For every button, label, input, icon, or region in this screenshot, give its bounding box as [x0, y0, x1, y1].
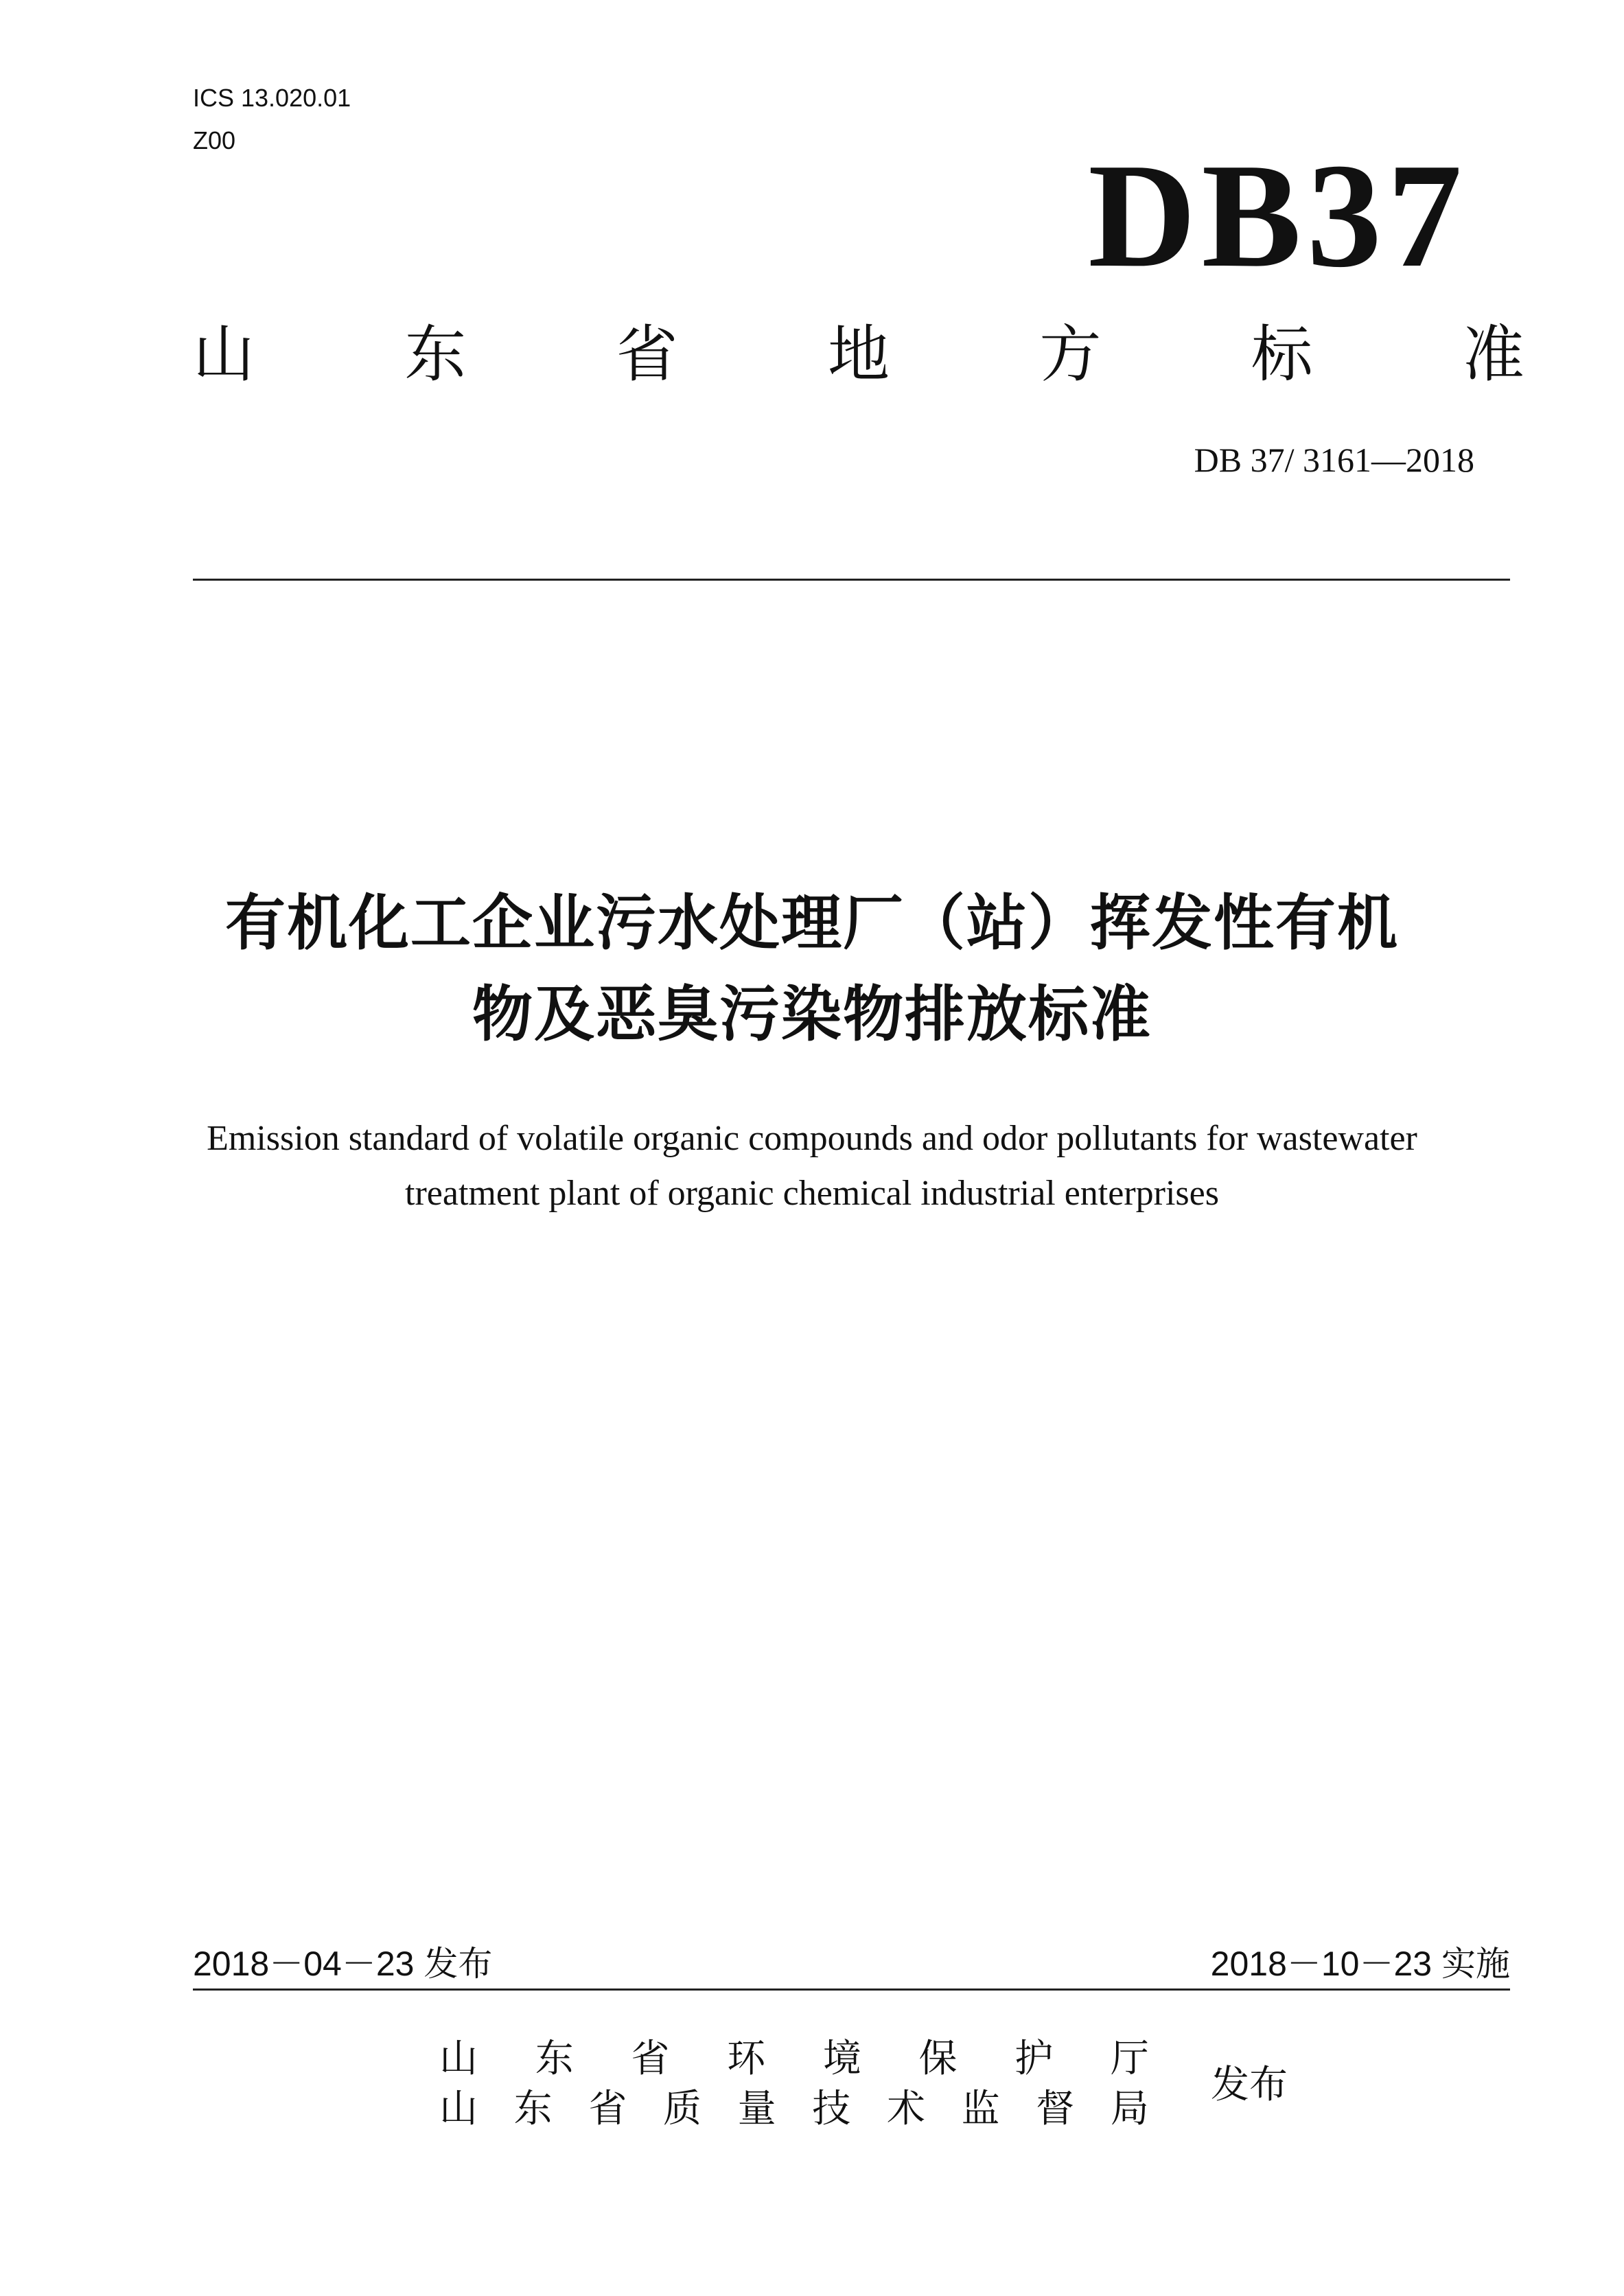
- issuing-agency-1: [439, 2035, 1149, 2083]
- agency-char: 质: [662, 2087, 701, 2131]
- standard-type-char: 省: [616, 318, 678, 391]
- publish-label: 发布: [1211, 2063, 1288, 2107]
- chinese-title-line-2: 物及恶臭污染物排放标准: [472, 979, 1152, 1050]
- ics-code: ICS 13.020.01: [193, 84, 351, 112]
- agency-char: 山: [439, 2087, 478, 2131]
- agency-char: 术: [886, 2087, 925, 2131]
- standard-type-char: 山: [193, 318, 255, 391]
- agency-char: 省: [631, 2037, 670, 2081]
- agency-char: 省: [588, 2087, 627, 2131]
- english-title-line-2: treatment plant of organic chemical industrial enterprises: [405, 1174, 1219, 1213]
- agency-char: 保: [918, 2037, 958, 2081]
- agency-char: 环: [727, 2037, 766, 2081]
- agency-char: 督: [1036, 2087, 1075, 2131]
- english-title-line-1: Emission standard of volatile organic compounds and odor pollutants for wastewater: [207, 1119, 1417, 1158]
- agency-char: 东: [535, 2037, 574, 2081]
- agency-char: 技: [812, 2087, 851, 2131]
- agency-char: 山: [439, 2037, 478, 2081]
- agency-char: 东: [513, 2087, 553, 2131]
- standard-type-char: 东: [404, 318, 467, 391]
- agency-char: 境: [822, 2037, 861, 2081]
- agency-char: 量: [737, 2087, 776, 2131]
- standard-type-char: 标: [1251, 318, 1313, 391]
- agency-char: 护: [1014, 2037, 1054, 2081]
- standard-type-title: [193, 310, 1524, 399]
- agency-char: 局: [1110, 2087, 1149, 2131]
- standard-type-char: 地: [827, 318, 890, 391]
- standard-type-char: 准: [1462, 318, 1524, 391]
- standard-number: DB 37/ 3161—2018: [1194, 441, 1474, 479]
- footer-divider: [193, 1988, 1510, 1991]
- standard-type-char: 方: [1039, 318, 1102, 391]
- agency-char: 监: [961, 2087, 1000, 2131]
- agency-char: 厅: [1110, 2037, 1149, 2081]
- header-divider: [193, 579, 1510, 581]
- chinese-title-line-1: 有机化工企业污水处理厂（站）挥发性有机: [224, 888, 1399, 958]
- issue-date: 2018－04－23 发布: [193, 1945, 493, 1983]
- issuing-agency-2: [439, 2085, 1149, 2133]
- ccs-code: Z00: [193, 126, 236, 154]
- implementation-date: 2018－10－23 实施: [1210, 1945, 1510, 1983]
- standard-code-logo: DB37: [1088, 133, 1468, 299]
